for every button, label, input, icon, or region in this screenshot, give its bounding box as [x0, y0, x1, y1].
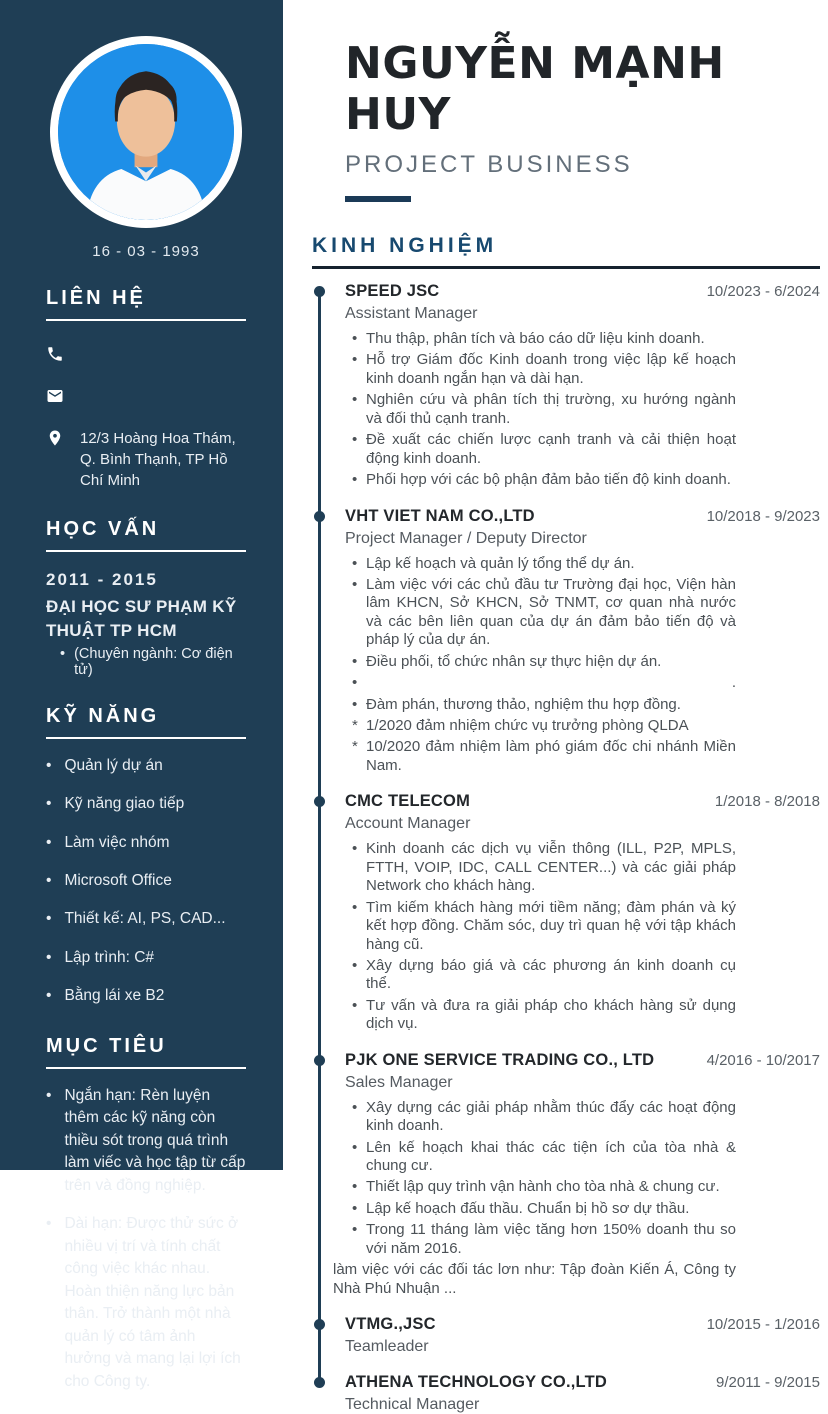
bullet-marker-icon: •: [352, 431, 358, 449]
job-title: Project Manager / Deputy Director: [345, 529, 587, 547]
bullet-text: Tìm kiếm khách hàng mới tiềm năng; đàm phán và ký kết hợp đồng. Chăm sóc, duy trì quan hệ với tập khách hàng cũ.: [366, 898, 736, 953]
list-item: [46, 1213, 246, 1393]
mail-icon: [46, 387, 64, 405]
education-years: 2011 - 2015: [46, 570, 158, 589]
bullet-trailing-text: [736, 330, 820, 348]
bullet-marker-icon: •: [352, 1199, 358, 1217]
company-name: PJK ONE SERVICE TRADING CO., LTD: [345, 1050, 655, 1069]
bullet-marker-icon: •: [352, 898, 358, 916]
list-item: [46, 755, 246, 777]
job-bullet: [345, 576, 820, 650]
education-section: [46, 518, 246, 678]
bullet-trailing-text: [736, 738, 820, 775]
timeline-marker-icon: [314, 511, 325, 522]
job-period: 1/2018 - 8/2018: [714, 793, 820, 811]
skills-section-title: KỸ NĂNG: [46, 705, 246, 739]
job-bullet: [345, 899, 820, 954]
job-bullet: [345, 997, 820, 1034]
bullet-marker-icon: •: [352, 471, 358, 489]
objective-list: [46, 1085, 246, 1393]
education-school: ĐẠI HỌC SƯ PHẠM KỸ THUẬT TP HCM: [46, 597, 237, 640]
bullet-text: Đàm phán, thương thảo, nghiệm thu hợp đồng.: [366, 695, 681, 713]
job-bullet: [345, 717, 820, 735]
bullet-trailing-text: [736, 653, 820, 671]
sidebar: [0, 0, 283, 1390]
objective-section: [46, 1035, 246, 1393]
bullet-text: Đề xuất các chiến lược cạnh tranh và cải thiện hoạt động kinh doanh.: [366, 431, 736, 467]
job-bullet: [345, 391, 820, 428]
bullet-trailing-text: [736, 1221, 820, 1258]
bullet-marker-icon: •: [352, 840, 358, 858]
skills-list: [46, 755, 246, 1008]
company-name: CMC TELECOM: [345, 792, 471, 811]
bullet-text: Xây dựng các giải pháp nhằm thúc đẩy các hoạt động kinh doanh.: [366, 1098, 736, 1135]
job-bullet: [345, 330, 820, 348]
profile-photo-image: [58, 44, 234, 220]
candidate-name: NGUYỄN MẠNH HUY: [345, 38, 725, 140]
job-bullets: [345, 555, 820, 776]
job-period: 9/2011 - 9/2015: [716, 1374, 820, 1392]
job-header: [345, 507, 820, 526]
job-bullet: [345, 1099, 820, 1136]
timeline-marker-icon: [314, 796, 325, 807]
job-bullet: [345, 840, 820, 895]
objective-section-title: MỤC TIÊU: [46, 1035, 246, 1069]
bullet-trailing-text: [736, 555, 820, 573]
education-major: • (Chuyên ngành: Cơ điện tử): [46, 646, 246, 678]
job-period: 10/2023 - 6/2024: [706, 283, 820, 300]
bullet-text: Lên kế hoạch khai thác các tiện ích của tòa nhà & chung cư.: [366, 1138, 736, 1174]
bullet-marker-icon: *: [352, 717, 358, 734]
list-item-text: • Microsoft Office: [64, 872, 172, 889]
bullet-trailing-text: .: [731, 674, 736, 692]
bullet-trailing-text: [736, 576, 820, 650]
job-entry: [345, 1315, 820, 1356]
contact-section-title: LIÊN HỆ: [46, 287, 246, 321]
job-bullet: [345, 1221, 820, 1258]
list-item-text: • Quản lý dự án: [64, 756, 163, 774]
bullet-marker-icon: •: [352, 391, 358, 409]
company-name: VTMG.,JSC: [345, 1315, 436, 1334]
bullet-text: [366, 674, 732, 692]
bullet-text: Lập kế hoạch và quản lý tổng thể dự án.: [366, 554, 635, 572]
bullet-trailing-text: [736, 899, 820, 954]
profile-photo: [50, 36, 242, 228]
bullet-text: 1/2020 đảm nhiệm chức vụ trưởng phòng QLDA: [366, 717, 689, 734]
job-entry: [345, 282, 820, 490]
bullet-trailing-text: [736, 1261, 820, 1298]
job-header: [345, 792, 820, 811]
bullet-text: Hỗ trợ Giám đốc Kinh doanh trong việc lập kế hoạch kinh doanh ngắn hạn và dài hạn.: [366, 351, 736, 387]
list-item: [46, 793, 246, 815]
bullet-marker-icon: •: [352, 956, 358, 974]
list-item-text: • Bằng lái xe B2: [64, 987, 165, 1005]
bullet-trailing-text: [736, 431, 820, 468]
bullet-text: Nghiên cứu và phân tích thị trường, xu hướng ngành và đối thủ cạnh tranh.: [366, 391, 736, 427]
bullet-text: Trong 11 tháng làm việc tăng hơn 150% doanh thu so với năm 2016.: [366, 1221, 736, 1257]
bullet-text: Làm việc với các chủ đầu tư Trường đại học, Viện hàn lâm KHCN, Sở KHCN, Sở TNMT, cơ quan nhà nước và các bên liên quan của dự án đảm bảo tiến độ và pháp lý của dự án.: [366, 575, 736, 649]
bullet-trailing-text: [736, 957, 820, 994]
bullet-text: Thu thập, phân tích và báo cáo dữ liệu kinh doanh.: [366, 330, 705, 347]
bullet-marker-icon: •: [352, 1178, 358, 1196]
candidate-role: PROJECT BUSINESS: [345, 151, 633, 178]
bullet-marker-icon: •: [352, 1221, 358, 1239]
job-header: [345, 282, 820, 301]
timeline-marker-icon: [314, 1055, 325, 1066]
list-item: [46, 947, 246, 969]
bullet-text: Xây dựng báo giá và các phương án kinh doanh cụ thể.: [366, 956, 736, 993]
job-bullet: [345, 696, 820, 714]
list-item: [46, 870, 246, 892]
address-value: 12/3 Hoàng Hoa Thám, Q. Bình Thạnh, TP Hồ Chí Minh: [80, 430, 236, 489]
list-item-text: • Ngắn hạn: Rèn luyện thêm các kỹ năng còn thiều sót trong quá trình làm viếc và học tập từ cấp trên và đồng nghiệp.: [64, 1086, 246, 1194]
address-row: [46, 428, 246, 491]
list-item-text: • Lập trình: C#: [64, 948, 155, 966]
job-bullet: [345, 351, 820, 388]
jobs-list: [312, 282, 820, 1414]
job-header: [345, 1051, 820, 1070]
bullet-text: Thiết lập quy trình vận hành cho tòa nhà & chung cư.: [366, 1178, 720, 1196]
company-name: VHT VIET NAM CO.,LTD: [345, 506, 535, 525]
phone-row: [46, 344, 246, 363]
list-item: [46, 1085, 246, 1197]
bullet-text: làm việc với các đối tác lơn như: Tập đoàn Kiến Á, Công ty Nhà Phú Nhuận ...: [333, 1261, 736, 1297]
list-item-text: • Thiết kế: AI, PS, CAD...: [64, 910, 226, 928]
list-item: [46, 832, 246, 854]
job-entry: [333, 1050, 820, 1298]
contact-section: [46, 287, 246, 491]
job-bullet: [345, 674, 820, 692]
job-bullet: [345, 738, 820, 775]
bullet-trailing-text: [736, 471, 820, 489]
job-entry: [345, 1373, 820, 1414]
job-bullet: [345, 555, 820, 573]
bullet-trailing-text: [736, 997, 820, 1034]
phone-icon: [46, 345, 64, 363]
job-period: 10/2018 - 9/2023: [706, 507, 820, 525]
job-bullet: [345, 1200, 820, 1218]
birth-date: 16 - 03 - 1993: [92, 243, 200, 260]
bullet-text: 10/2020 đảm nhiệm làm phó giám đốc chi nhánh Miền Nam.: [366, 738, 736, 774]
bullet-trailing-text: [736, 840, 820, 895]
company-name: ATHENA TECHNOLOGY CO.,LTD: [345, 1373, 607, 1392]
bullet-marker-icon: •: [352, 575, 358, 593]
experience-divider: [312, 266, 820, 269]
bullet-marker-icon: •: [352, 554, 358, 572]
job-title: Account Manager: [345, 815, 471, 833]
bullet-text: Điều phối, tổ chức nhân sự thực hiện dự án.: [366, 652, 662, 670]
bullet-text: Lập kế hoạch đấu thầu. Chuẩn bị hồ sơ dự thầu.: [366, 1199, 690, 1217]
job-title: Sales Manager: [345, 1073, 453, 1091]
experience-section-title: KINH NGHIỆM: [312, 234, 498, 257]
bullet-marker-icon: *: [352, 738, 358, 756]
bullet-marker-icon: •: [352, 996, 358, 1014]
bullet-marker-icon: •: [352, 674, 358, 692]
bullet-trailing-text: [736, 1099, 820, 1136]
job-entry: [345, 792, 820, 1033]
list-item-text: • Dài hạn: Được thử sức ở nhiều vị trí và tính chất công việc khác nhau. Hoàn thiện năng lực bản thân. Trở thành một nhà quản lý có tâm ảnh hưởng và mang lại lợi ích cho Công ty.: [64, 1215, 241, 1390]
timeline-marker-icon: [314, 286, 325, 297]
job-header: [345, 1315, 820, 1334]
timeline-marker-icon: [314, 1319, 325, 1330]
location-icon: [46, 429, 64, 447]
job-bullets: [345, 840, 820, 1033]
list-item: [46, 908, 246, 930]
bullet-marker-icon: •: [352, 652, 358, 670]
timeline-marker-icon: [314, 1377, 325, 1388]
bullet-trailing-text: [736, 1200, 820, 1218]
education-section-title: HỌC VẤN: [46, 518, 246, 552]
job-title: Technical Manager: [345, 1396, 480, 1414]
list-item-text: • Kỹ năng giao tiếp: [64, 795, 185, 813]
bullet-trailing-text: [736, 351, 820, 388]
job-title: Assistant Manager: [345, 305, 478, 322]
job-bullet: [345, 471, 820, 489]
bullet-text: Phối hợp với các bộ phận đảm bảo tiến độ kinh doanh.: [366, 471, 731, 489]
avatar-illustration: [58, 44, 234, 220]
email-row: [46, 386, 246, 405]
job-header: [345, 1373, 820, 1392]
job-bullet: [345, 957, 820, 994]
company-name: SPEED JSC: [345, 282, 440, 300]
job-title: Teamleader: [345, 1338, 429, 1356]
job-bullet: [345, 431, 820, 468]
job-bullets: [333, 1098, 820, 1298]
skills-section: [46, 705, 246, 1008]
job-bullet: [345, 1178, 820, 1196]
job-entry: [345, 507, 820, 776]
list-item-text: • Làm việc nhóm: [64, 833, 170, 851]
job-bullets: [345, 330, 820, 490]
bullet-marker-icon: •: [352, 351, 358, 369]
bullet-trailing-text: [736, 696, 820, 714]
bullet-text: Kinh doanh các dịch vụ viễn thông (ILL, P2P, MPLS, FTTH, VOIP, IDC, CALL CENTER...) và các giải pháp Network cho khách hàng.: [366, 840, 736, 895]
header-block: [312, 38, 820, 202]
job-bullet: [333, 1261, 820, 1298]
job-period: 10/2015 - 1/2016: [706, 1316, 820, 1334]
bullet-marker-icon: •: [352, 1098, 358, 1116]
accent-underline: [345, 196, 411, 202]
bullet-trailing-text: [736, 391, 820, 428]
bullet-trailing-text: [736, 717, 820, 735]
job-period: 4/2016 - 10/2017: [706, 1051, 820, 1069]
bullet-trailing-text: [736, 1178, 820, 1196]
bullet-marker-icon: •: [352, 695, 358, 713]
main-column: [283, 0, 828, 1414]
bullet-marker-icon: •: [352, 330, 358, 347]
bullet-marker-icon: •: [352, 1138, 358, 1156]
job-bullet: [345, 653, 820, 671]
bullet-text: Tư vấn và đưa ra giải pháp cho khách hàng sử dụng dịch vụ.: [366, 996, 736, 1033]
list-item: [46, 985, 246, 1007]
